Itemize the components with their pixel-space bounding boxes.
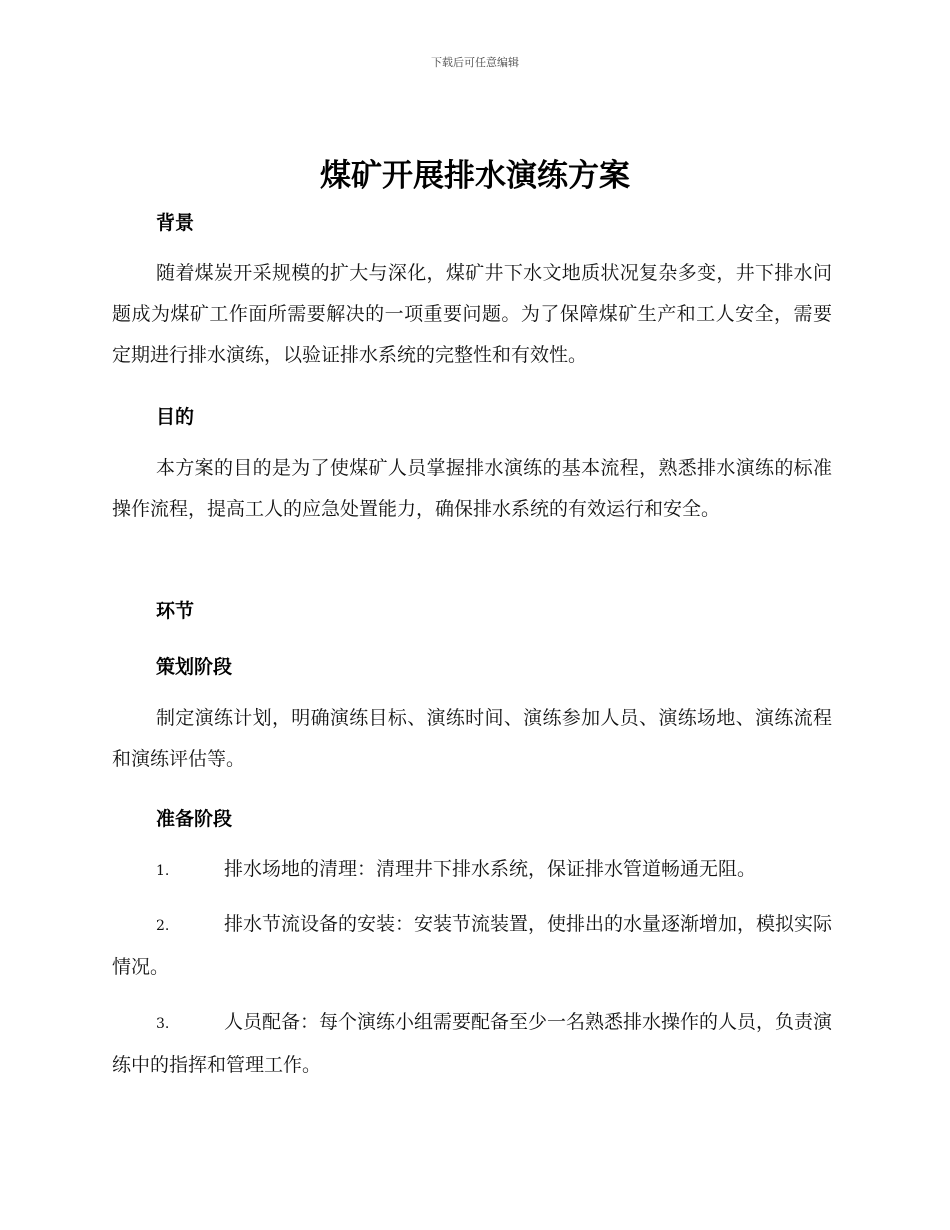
paragraph-background: 随着煤炭开采规模的扩大与深化，煤矿井下水文地质状况复杂多变，井下排水问题成为煤矿工作面所需要解决的一项重要问题。为了保障煤矿生产和工人安全，需要定期进行排水演练，以验证排水系统的完整性和有效性。	[112, 262, 832, 366]
list-item-number: 2.	[156, 918, 170, 934]
list-item-number: 3.	[156, 1016, 170, 1032]
list-item	[112, 1002, 832, 1086]
list-item-text: 排水节流设备的安装：安装节流装置，使排出的水量逐渐增加，模拟实际情况。	[112, 913, 833, 978]
document-title: 煤矿开展排水演练方案	[320, 158, 630, 194]
list-item-text: 人员配备：每个演练小组需要配备至少一名熟悉排水操作的人员，负责演练中的指挥和管理工作。	[112, 1011, 833, 1076]
list-item	[112, 904, 832, 988]
list-item-text: 排水场地的清理：清理井下排水系统，保证排水管道畅通无阻。	[224, 858, 757, 880]
paragraph-planning: 制定演练计划，明确演练目标、演练时间、演练参加人员、演练场地、演练流程和演练评估等。	[112, 707, 832, 770]
section-heading-background: 背景	[156, 212, 195, 234]
list-item-number: 1.	[156, 863, 170, 879]
page-header-note: 下载后可任意编辑	[431, 56, 519, 69]
section-heading-planning: 策划阶段	[156, 656, 233, 678]
list-item	[112, 849, 832, 892]
section-heading-purpose: 目的	[156, 406, 195, 428]
section-heading-steps: 环节	[156, 600, 195, 622]
paragraph-purpose: 本方案的目的是为了使煤矿人员掌握排水演练的基本流程，熟悉排水演练的标准操作流程，提高工人的应急处置能力，确保排水系统的有效运行和安全。	[112, 457, 832, 520]
section-heading-preparation: 准备阶段	[156, 808, 233, 830]
